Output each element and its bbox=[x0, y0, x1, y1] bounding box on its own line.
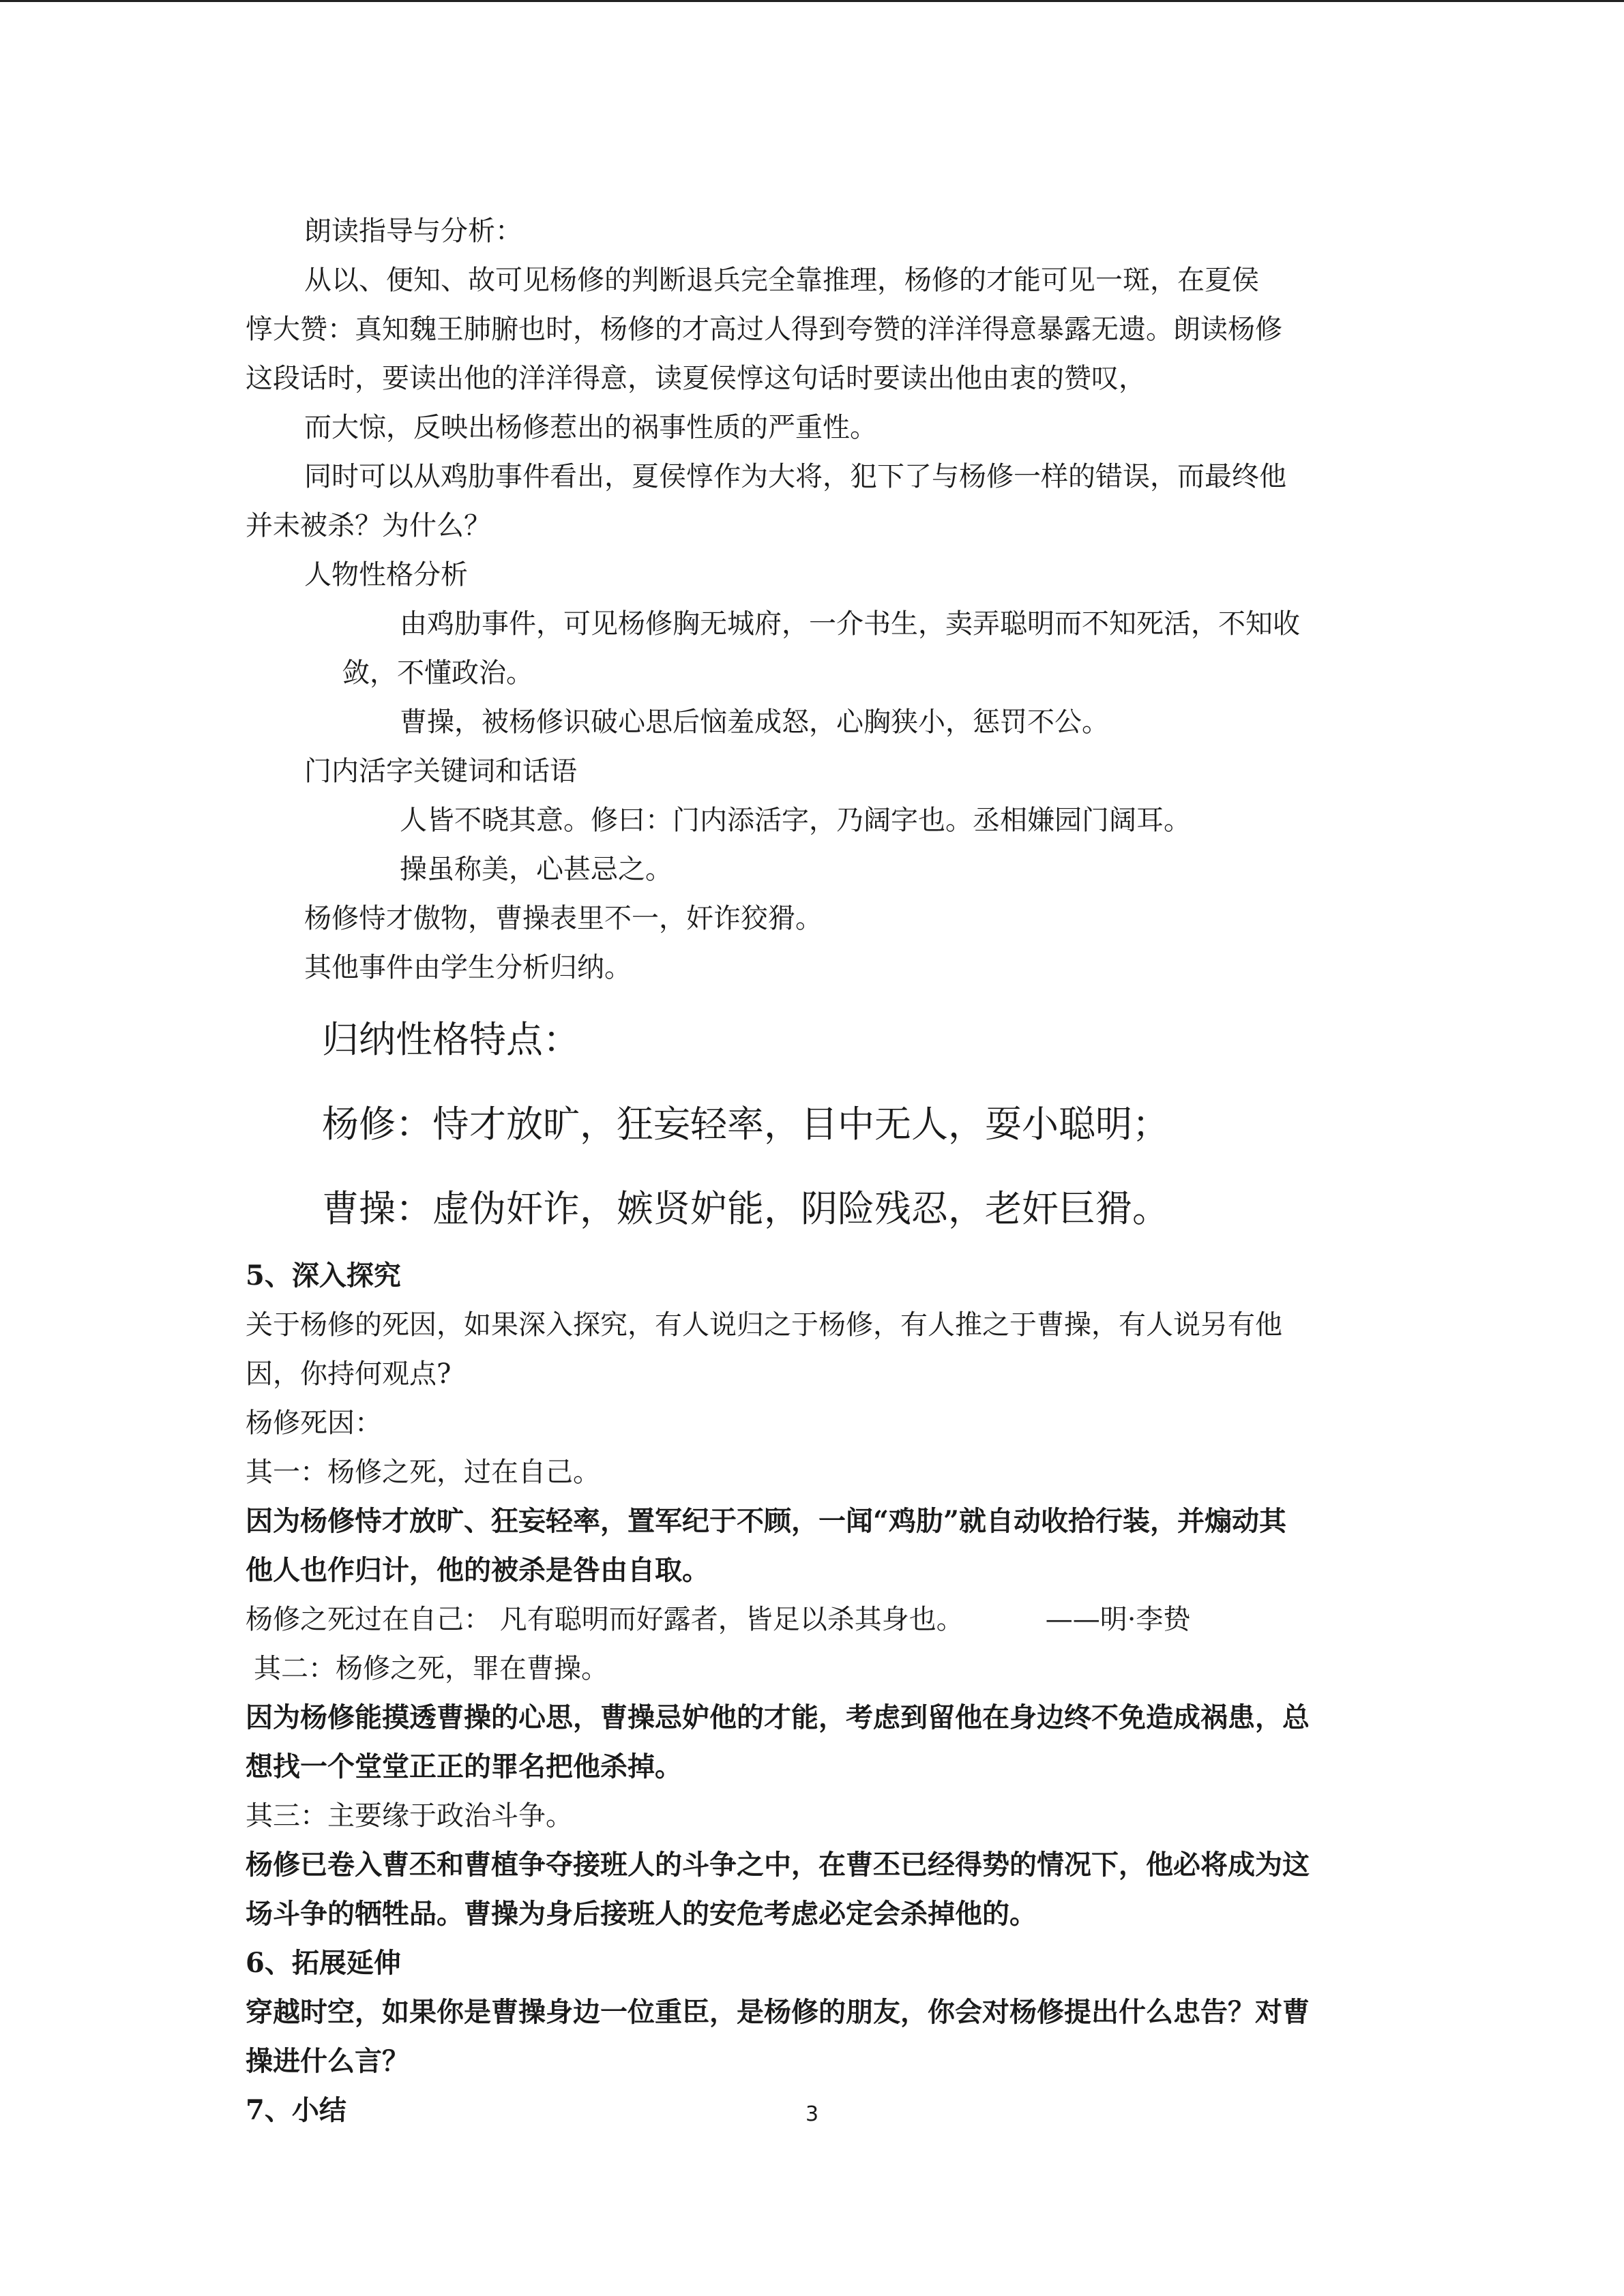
summary-yangxiu: 杨修：恃才放旷，狂妄轻率，目中无人，耍小聪明； bbox=[322, 1103, 1169, 1146]
summary-caocao: 曹操：虚伪奸诈，嫉贤妒能，阴险残忍，老奸巨猾。 bbox=[322, 1187, 1169, 1230]
subheading: 门内活字关键词和话语 bbox=[304, 756, 577, 787]
list-item: 由鸡肋事件，可见杨修胸无城府，一介书生，卖弄聪明而不知死活，不知收 bbox=[400, 608, 1300, 640]
page-content bbox=[246, 207, 1371, 2135]
section-heading-6: 6、拓展延伸 bbox=[246, 1947, 401, 1979]
section-heading-5: 5、深入探究 bbox=[246, 1259, 401, 1292]
paragraph-line: 因，你持何观点? bbox=[246, 1358, 452, 1390]
list-item: 人皆不晓其意。修曰：门内添活字，乃阔字也。丞相嫌园门阔耳。 bbox=[400, 805, 1191, 836]
list-item: 操虽称美，心甚忌之。 bbox=[400, 854, 673, 885]
paragraph-line: 其三：主要缘于政治斗争。 bbox=[246, 1800, 573, 1832]
paragraph-line: 并未被杀？为什么？ bbox=[246, 510, 491, 541]
quote-text: 杨修之死过在自己： 凡有聪明而好露者，皆足以杀其身也。 bbox=[246, 1604, 964, 1635]
character-analysis-heading: 人物性格分析 bbox=[304, 559, 468, 591]
paragraph-line: 这段话时，要读出他的洋洋得意，读夏侯惇这句话时要读出他由衷的赞叹， bbox=[246, 363, 1146, 394]
paragraph-line: 他人也作归计，他的被杀是咎由自取。 bbox=[246, 1554, 709, 1586]
quote-line bbox=[246, 1595, 1371, 1644]
paragraph-line: 而大惊，反映出杨修惹出的祸事性质的严重性。 bbox=[304, 412, 877, 443]
paragraph-line: 其他事件由学生分析归纳。 bbox=[304, 952, 632, 983]
paragraph-line: 因为杨修能摸透曹操的心思，曹操忌妒他的才能，考虑到留他在身边终不免造成祸患，总 bbox=[246, 1701, 1310, 1733]
paragraph-line: 惇大赞：真知魏王肺腑也时，杨修的才高过人得到夸赞的洋洋得意暴露无遗。朗读杨修 bbox=[246, 314, 1282, 345]
reading-guide-heading: 朗读指导与分析： bbox=[304, 215, 522, 247]
paragraph-line: 穿越时空，如果你是曹操身边一位重臣，是杨修的朋友，你会对杨修提出什么忠告？对曹 bbox=[246, 1996, 1310, 2028]
paragraph-line: 其一：杨修之死，过在自己。 bbox=[246, 1457, 600, 1488]
paragraph-line: 场斗争的牺牲品。曹操为身后接班人的安危考虑必定会杀掉他的。 bbox=[246, 1898, 1037, 1930]
page-number: 3 bbox=[805, 2102, 819, 2126]
paragraph-line: 杨修已卷入曹丕和曹植争夺接班人的斗争之中，在曹丕已经得势的情况下，他必将成为这 bbox=[246, 1849, 1310, 1881]
list-item: 曹操，被杨修识破心思后恼羞成怒，心胸狭小，惩罚不公。 bbox=[400, 706, 1109, 738]
summary-heading: 归纳性格特点： bbox=[322, 1018, 580, 1061]
list-item-continuation: 敛，不懂政治。 bbox=[342, 657, 533, 689]
paragraph-line: 同时可以从鸡肋事件看出，夏侯惇作为大将，犯下了与杨修一样的错误，而最终他 bbox=[304, 461, 1286, 492]
paragraph-line: 杨修死因： bbox=[246, 1407, 382, 1439]
paragraph-line: 操进什么言？ bbox=[246, 2045, 409, 2077]
quote-attribution: ——明·李贽 bbox=[1045, 1604, 1191, 1635]
paragraph-line: 其二：杨修之死，罪在曹操。 bbox=[254, 1653, 608, 1684]
section-heading-7: 7、小结 bbox=[246, 2094, 346, 2126]
paragraph-line: 从以、便知、故可见杨修的判断退兵完全靠推理，杨修的才能可见一斑，在夏侯 bbox=[304, 265, 1259, 296]
paragraph-line: 关于杨修的死因，如果深入探究，有人说归之于杨修，有人推之于曹操，有人说另有他 bbox=[246, 1309, 1282, 1341]
paragraph-line: 想找一个堂堂正正的罪名把他杀掉。 bbox=[246, 1750, 682, 1783]
paragraph-line: 因为杨修恃才放旷、狂妄轻率，置军纪于不顾，一闻“鸡肋”就自动收拾行装，并煽动其 bbox=[246, 1505, 1287, 1537]
paragraph-line: 杨修恃才傲物，曹操表里不一，奸诈狡猾。 bbox=[304, 903, 823, 934]
